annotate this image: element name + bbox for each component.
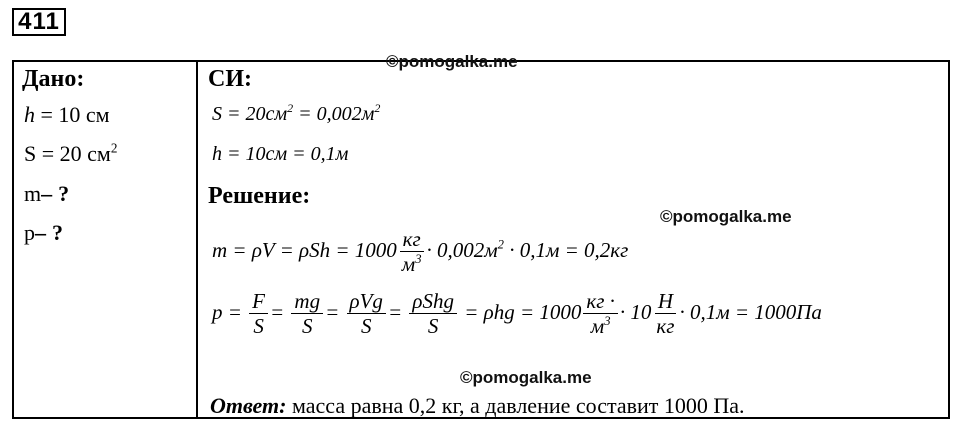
problem-number: 411 bbox=[12, 8, 66, 36]
fraction-kg-per-m3: $\frac{кг}{м^3}$ bbox=[399, 228, 425, 276]
answer-text: масса равна 0,2 кг, а давление составит 1000 Па. bbox=[286, 393, 745, 418]
si-heading: СИ: bbox=[208, 66, 252, 92]
answer-line bbox=[210, 393, 745, 419]
watermark-middle: ©pomogalka.me bbox=[660, 207, 792, 226]
si-height-conversion: h = 10см = 0,1м bbox=[212, 143, 349, 165]
fraction-mg-over-s: $\frac{mg}{S}$ bbox=[291, 290, 323, 338]
fraction-rhoshg-over-s: $\frac{\text{ρShg}}{S}$ bbox=[409, 290, 457, 338]
fraction-rhovg-over-s: $\frac{\text{ρVg}}{S}$ bbox=[347, 290, 386, 338]
given-p: p– ? bbox=[24, 220, 63, 245]
watermark-bottom: ©pomogalka.me bbox=[460, 368, 592, 387]
given-h: h = 10 см bbox=[24, 102, 110, 127]
answer-label: Ответ: bbox=[210, 393, 287, 418]
mass-formula: m = ρV = ρSh = 1000 $\frac{кг}{м^3}$ · $0,002м^2 \cdot 0,1м = 0,2кг$ bbox=[212, 227, 629, 277]
given-heading: Дано: bbox=[22, 66, 85, 92]
given-s: S = 20 $см^2$ bbox=[24, 140, 118, 166]
si-area-conversion: $S = 20см^2 = 0,002м^2$ bbox=[212, 101, 381, 125]
fraction-n-per-kg: $\frac{Н}{кг}$ bbox=[656, 289, 675, 339]
fraction-f-over-s: $\frac{F}{S}$ bbox=[249, 290, 268, 338]
given-m: m– ? bbox=[24, 181, 70, 206]
solution-heading: Решение: bbox=[208, 183, 311, 209]
column-divider bbox=[196, 60, 198, 419]
fraction-density-unit: $\frac{кг \cdot}{м^3}$ bbox=[583, 290, 618, 338]
watermark-top: ©pomogalka.me bbox=[386, 52, 518, 71]
pressure-formula: p = $\frac{F}{S}$ = $\frac{mg}{S}$ = $\frac{\text{ρVg}}{S}$ = $\frac{\text{ρShg}}{S}$ = ρhg = 1000 $\frac{кг \cdot}{м^3}$ · 10 $\frac{Н}{кг}$ · 0,1м = 1000Па bbox=[212, 289, 822, 339]
